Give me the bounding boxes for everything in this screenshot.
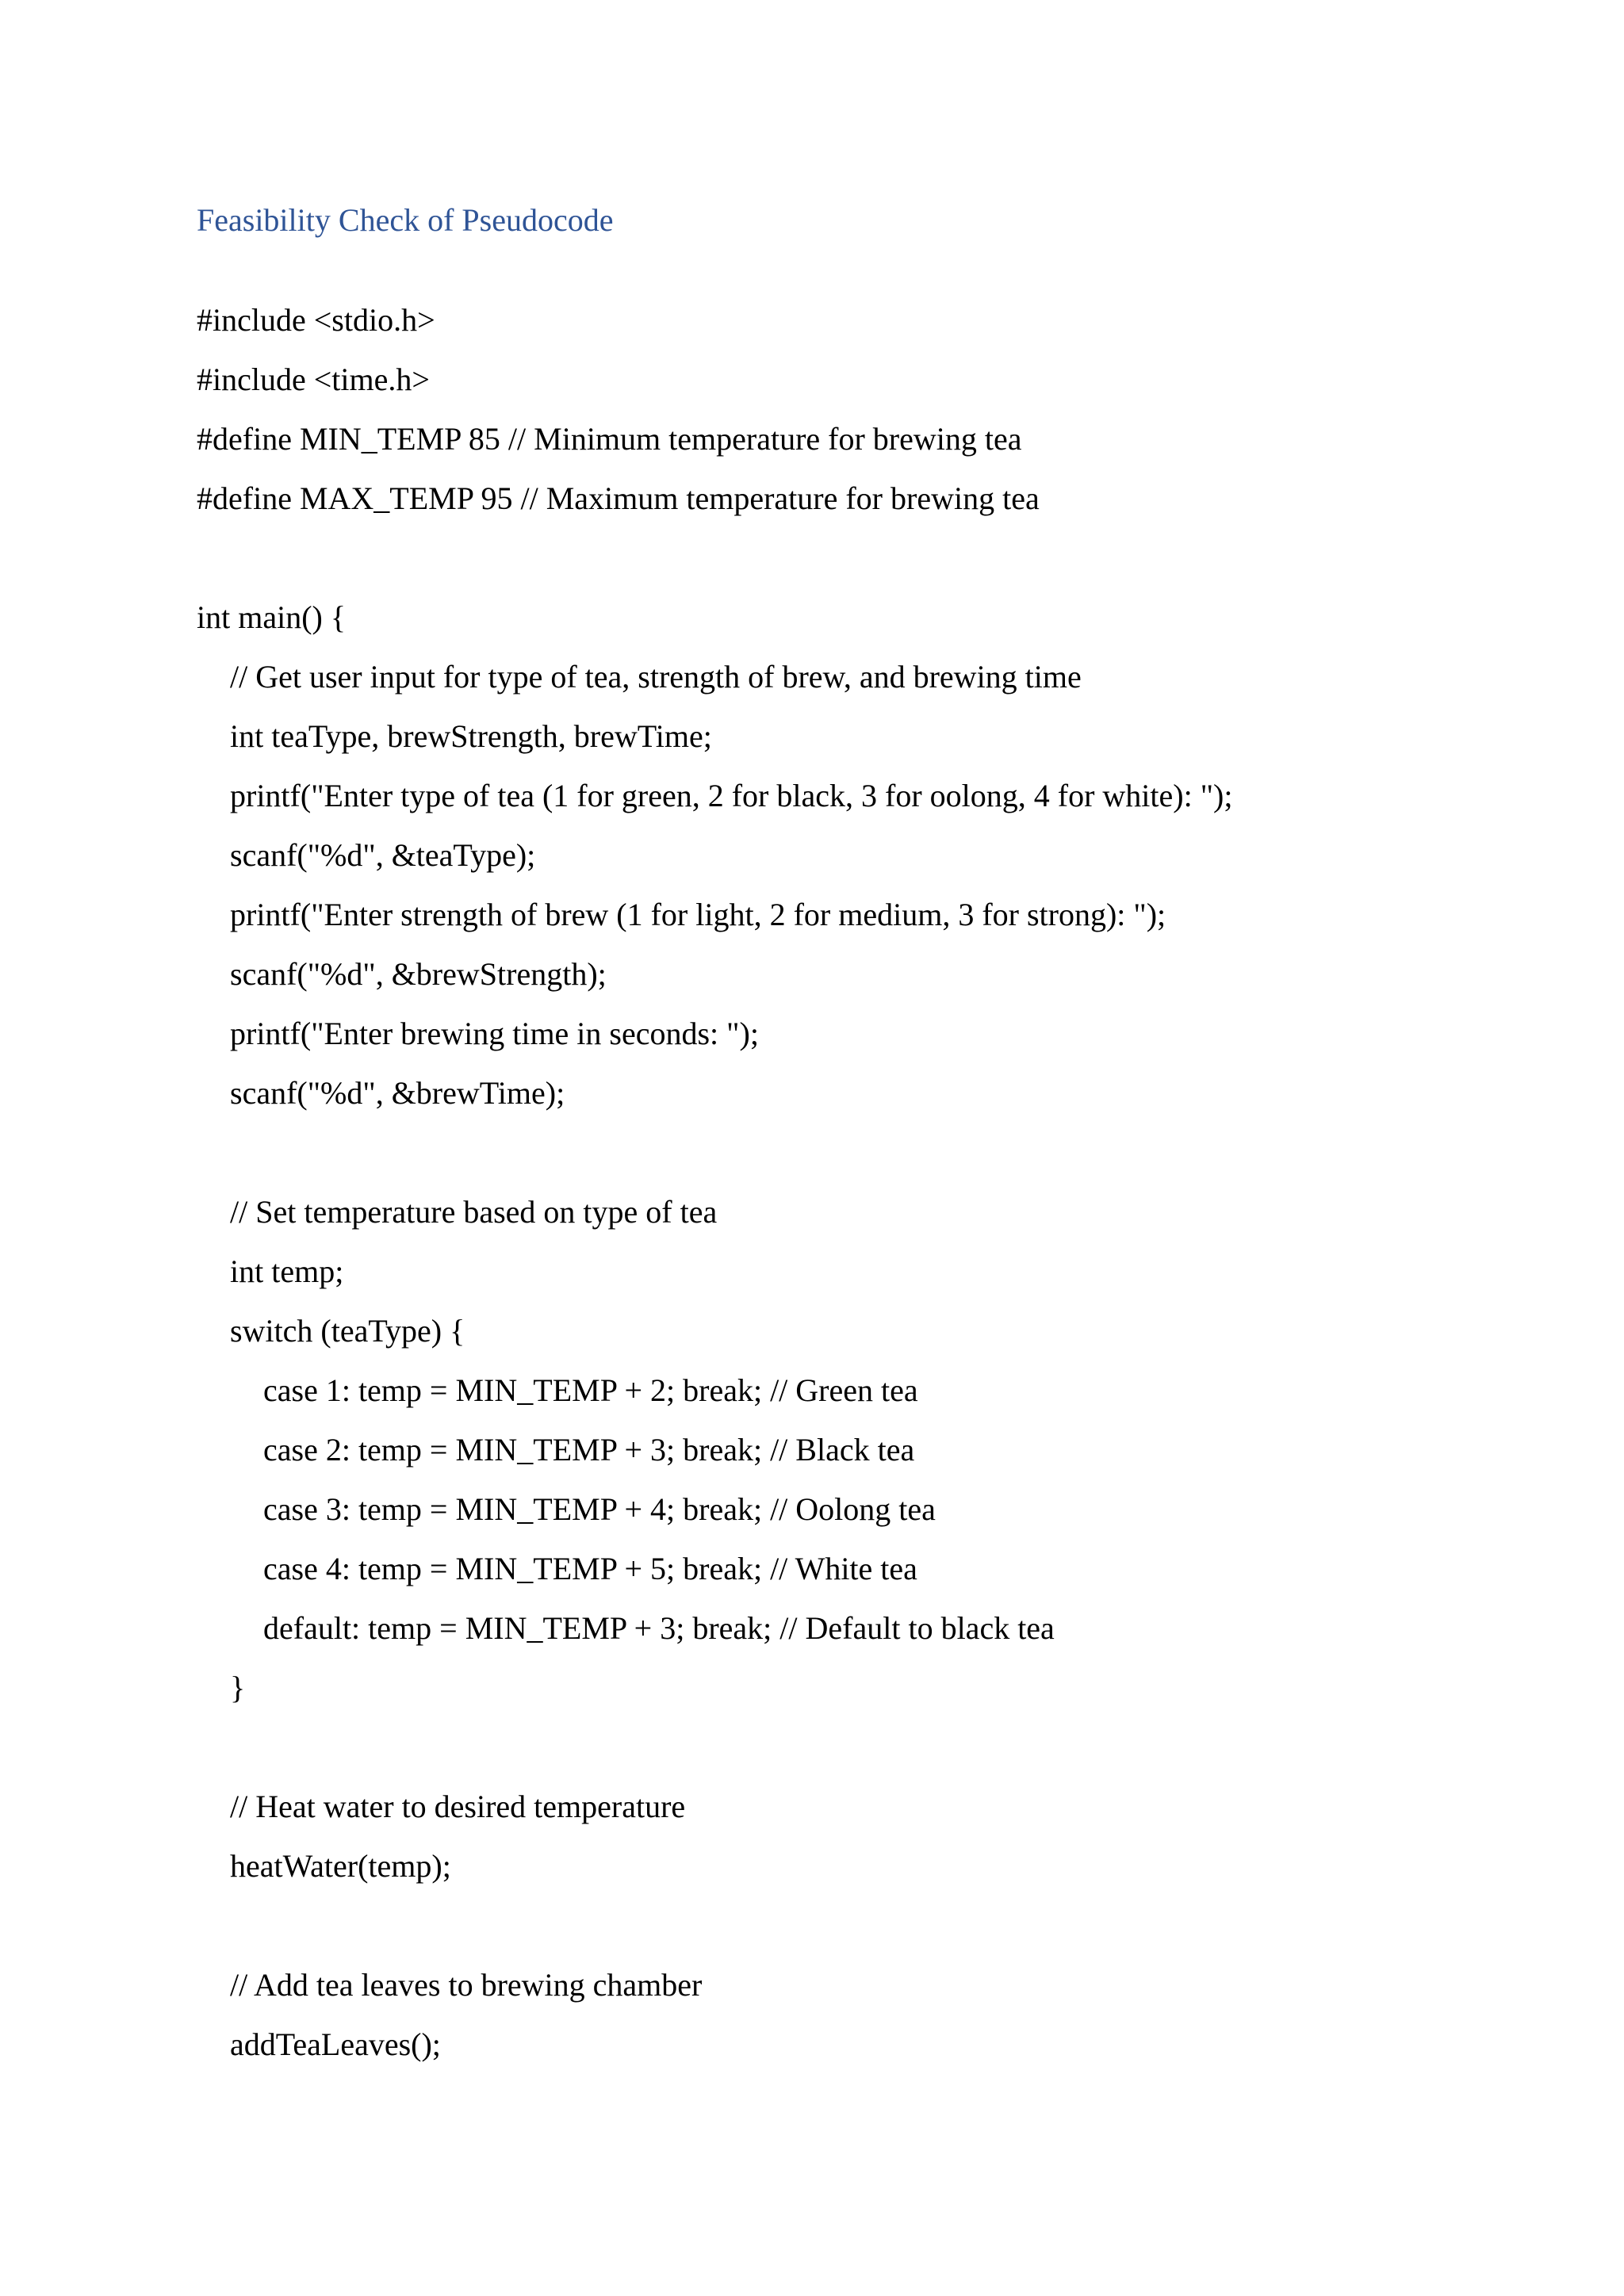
code-comment-line: // Heat water to desired temperature <box>230 1789 686 1824</box>
code-line: case 4: temp = MIN_TEMP + 5; break; // White tea <box>263 1551 917 1586</box>
code-line: #include <time.h> <box>197 362 430 397</box>
code-line: switch (teaType) { <box>230 1313 465 1349</box>
code-line: } <box>230 1670 246 1705</box>
code-line: scanf("%d", &teaType); <box>230 837 536 873</box>
code-line: scanf("%d", &brewTime); <box>230 1075 565 1111</box>
code-comment-line: // Set temperature based on type of tea <box>230 1194 718 1230</box>
code-line: heatWater(temp); <box>230 1848 451 1884</box>
code-line: printf("Enter strength of brew (1 for light, 2 for medium, 3 for strong): "); <box>230 897 1166 932</box>
code-line: int temp; <box>230 1253 344 1289</box>
code-line: scanf("%d", &brewStrength); <box>230 956 607 992</box>
code-line: default: temp = MIN_TEMP + 3; break; // Default to black tea <box>263 1610 1055 1646</box>
code-line: #define MAX_TEMP 95 // Maximum temperature for brewing tea <box>197 480 1040 516</box>
code-line: case 1: temp = MIN_TEMP + 2; break; // Green tea <box>263 1372 918 1408</box>
code-comment-line: // Add tea leaves to brewing chamber <box>230 1967 703 2003</box>
code-line: printf("Enter type of tea (1 for green, 2 for black, 3 for oolong, 4 for white): "); <box>230 778 1233 813</box>
code-comment-line: // Get user input for type of tea, strength of brew, and brewing time <box>230 659 1082 695</box>
document-heading: Feasibility Check of Pseudocode <box>197 202 614 238</box>
code-line: int main() { <box>197 599 347 635</box>
code-line: #include <stdio.h> <box>197 302 435 338</box>
code-line: printf("Enter brewing time in seconds: "); <box>230 1016 759 1051</box>
code-line: #define MIN_TEMP 85 // Minimum temperature for brewing tea <box>197 421 1022 457</box>
code-line: case 2: temp = MIN_TEMP + 3; break; // Black tea <box>263 1432 915 1468</box>
code-line: addTeaLeaves(); <box>230 2026 441 2062</box>
code-line: int teaType, brewStrength, brewTime; <box>230 718 712 754</box>
code-line: case 3: temp = MIN_TEMP + 4; break; // Oolong tea <box>263 1491 936 1527</box>
